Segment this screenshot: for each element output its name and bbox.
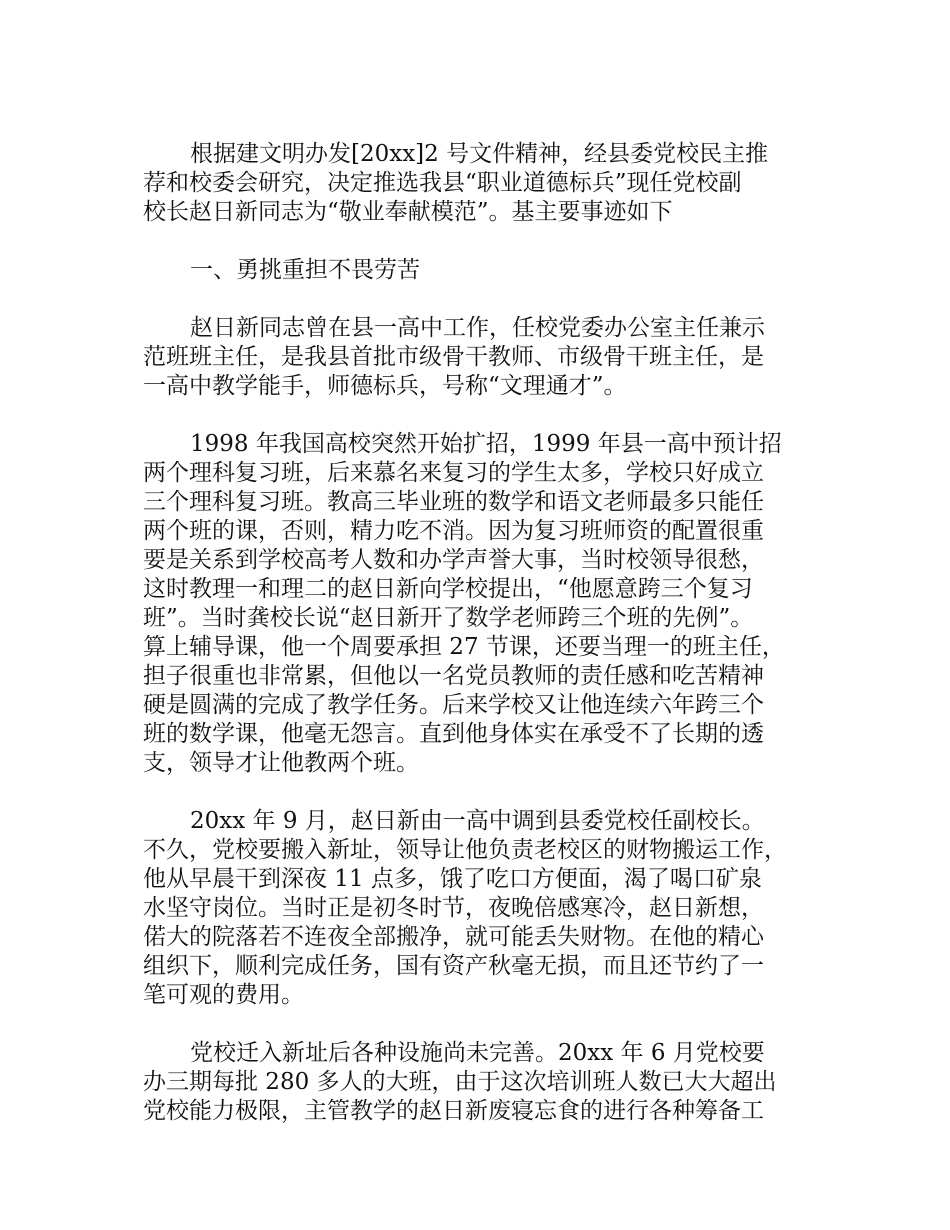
text-line: 校长赵日新同志为“敬业奉献模范”。基主要事迹如下 <box>143 199 673 225</box>
text-line: 赵日新同志曾在县一高中工作，任校党委办公室主任兼示 <box>190 315 765 341</box>
text-line: 水坚守岗位。当时正是初冬时节，夜晚倍感寒冷，赵日新想， <box>143 895 764 921</box>
paragraph-1998 <box>143 430 813 778</box>
document-body <box>143 140 813 1126</box>
paragraph-relocation <box>143 807 813 1010</box>
text-line: 担子很重也非常累，但他以一名党员教师的责任感和吃苦精神 <box>143 663 764 689</box>
text-line: 硬是圆满的完成了教学任务。后来学校又让他连续六年跨三个 <box>143 692 764 718</box>
section-heading <box>143 256 813 285</box>
text-line: 偌大的院落若不连夜全部搬净，就可能丢失财物。在他的精心 <box>143 924 764 950</box>
text-line: 他从早晨干到深夜 11 点多，饿了吃口方便面，渴了喝口矿泉 <box>143 866 762 892</box>
text-line: 党校迁入新址后各种设施尚未完善。20xx 年 6 月党校要 <box>190 1040 765 1066</box>
text-line: 根据建文明办发[20xx]2 号文件精神，经县委党校民主推 <box>190 141 769 167</box>
text-line: 支，领导才让他教两个班。 <box>143 750 419 776</box>
text-line: 办三期每批 280 多人的大班，由于这次培训班人数已大大超出 <box>143 1069 777 1095</box>
heading-line: 一、勇挑重担不畏劳苦 <box>190 257 420 283</box>
text-line: 三个理科复习班。教高三毕业班的数学和语文老师最多只能任 <box>143 489 764 515</box>
text-line: 两个班的课，否则，精力吃不消。因为复习班师资的配置很重 <box>143 518 764 544</box>
text-line: 党校能力极限，主管教学的赵日新废寝忘食的进行各种筹备工 <box>143 1098 764 1124</box>
text-line: 不久，党校要搬入新址，领导让他负责老校区的财物搬运工作， <box>143 837 787 863</box>
text-line: 荐和校委会研究，决定推选我县“职业道德标兵”现任党校副 <box>143 170 742 196</box>
text-line: 这时教理一和理二的赵日新向学校提出，“他愿意跨三个复习 <box>143 576 753 602</box>
paragraph-intro <box>143 140 813 227</box>
text-line: 1998 年我国高校突然开始扩招，1999 年县一高中预计招 <box>190 431 782 457</box>
text-line: 班的数学课，他毫无怨言。直到他身体实在承受不了长期的透 <box>143 721 764 747</box>
text-line: 班”。当时龚校长说“赵日新开了数学老师跨三个班的先例”。 <box>143 605 754 631</box>
text-line: 两个理科复习班，后来慕名来复习的学生太多，学校只好成立 <box>143 460 764 486</box>
text-line: 范班班主任，是我县首批市级骨干教师、市级骨干班主任，是 <box>143 344 764 370</box>
paragraph-training <box>143 1039 813 1126</box>
text-line: 笔可观的费用。 <box>143 982 304 1008</box>
text-line: 一高中教学能手，师德标兵，号称“文理通才”。 <box>143 373 627 399</box>
text-line: 组织下，顺利完成任务，国有资产秋毫无损，而且还节约了一 <box>143 953 764 979</box>
text-line: 算上辅导课，他一个周要承担 27 节课，还要当理一的班主任， <box>143 634 785 660</box>
paragraph-background <box>143 314 813 401</box>
text-line: 要是关系到学校高考人数和办学声誉大事，当时校领导很愁， <box>143 547 764 573</box>
text-line: 20xx 年 9 月，赵日新由一高中调到县委党校任副校长。 <box>190 808 765 834</box>
